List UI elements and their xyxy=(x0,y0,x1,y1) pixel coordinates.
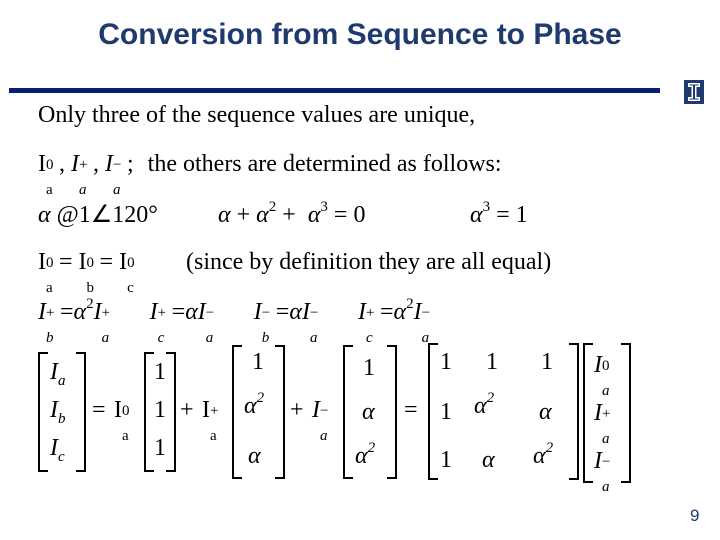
matrix-entry: 1 xyxy=(541,349,553,375)
sequence-relations: I + b $=\alpha^2I$ + a I + c =αI − a I − b =αI − a I + c $=\alpha^2I$ − a xyxy=(38,296,431,346)
text-line-unique: Only three of the sequence values are unique, xyxy=(38,102,476,128)
phase-a-current: $I_a$ xyxy=(50,359,66,389)
matrix-entry: $\alpha^2$ xyxy=(533,440,554,469)
equality-note: (since by definition they are all equal) xyxy=(186,249,552,275)
bracket-right xyxy=(569,343,579,480)
alpha-value: @1∠120° xyxy=(56,202,158,228)
pos-seq-current: I + a xyxy=(594,400,611,447)
matrix-entry: 1 xyxy=(363,355,375,381)
matrix-entry: $\alpha^2$ xyxy=(474,390,495,419)
matrix-entry: α xyxy=(248,443,261,469)
bracket-right xyxy=(76,352,86,472)
bracket-left xyxy=(144,352,154,472)
alpha-cubed-equation: $\alpha^3 = 1$ xyxy=(470,199,528,228)
pos-seq-coefficient: I + a xyxy=(202,397,219,444)
matrix-entry: 1 xyxy=(440,349,452,375)
matrix-entry: α xyxy=(362,399,375,425)
matrix-entry: $\alpha^2$ xyxy=(355,440,376,469)
page-number: 9 xyxy=(690,506,700,525)
neg-seq-coefficient: I − a xyxy=(312,397,329,444)
matrix-entry: 1 xyxy=(252,349,264,375)
matrix-entry: 1 xyxy=(154,435,166,461)
text-line-sequence-values: I 0 a , I + a , I − a ; the others are determined as follows: xyxy=(38,151,502,198)
bracket-left xyxy=(38,352,48,472)
matrix-entry: $\alpha^2$ xyxy=(244,390,265,419)
zero-seq-coefficient: I 0 a xyxy=(114,397,130,444)
phase-b-current: $I_b$ xyxy=(50,397,66,427)
matrix-entry: 1 xyxy=(440,447,452,473)
matrix-entry: α xyxy=(539,399,552,425)
slide-title: Conversion from Sequence to Phase xyxy=(98,18,622,51)
matrix-entry: 1 xyxy=(154,359,166,385)
bracket-left xyxy=(232,345,242,479)
phase-c-current: $I_c$ xyxy=(50,435,65,465)
zero-sequence-equality: I 0 a = I 0 b = I 0 c xyxy=(38,249,135,296)
matrix-entry: 1 xyxy=(154,397,166,423)
bracket-left xyxy=(428,343,438,480)
alpha-sum-equation: $\alpha + \alpha^2 + \alpha^3 = 0$ xyxy=(218,199,366,228)
plus-sign: + xyxy=(290,397,304,423)
alpha-definition: α @1∠120° xyxy=(38,202,158,228)
bracket-left xyxy=(343,345,353,479)
zero-seq-current: I 0 a xyxy=(594,352,610,399)
bracket-left xyxy=(583,343,593,483)
title-divider xyxy=(9,88,660,93)
matrix-entry: 1 xyxy=(440,399,452,425)
equals-sign: = xyxy=(404,397,418,423)
determined-text: the others are determined as follows: xyxy=(147,151,502,177)
bracket-right xyxy=(621,343,631,483)
bracket-right xyxy=(166,352,176,472)
matrix-entry: 1 xyxy=(486,349,498,375)
bracket-right xyxy=(275,345,285,479)
bracket-right xyxy=(387,345,397,479)
neg-seq-current: I − a xyxy=(594,448,611,495)
equals-sign: = xyxy=(92,397,106,423)
illinois-logo-icon xyxy=(684,80,704,104)
matrix-entry: α xyxy=(482,447,495,473)
plus-sign: + xyxy=(180,397,194,423)
